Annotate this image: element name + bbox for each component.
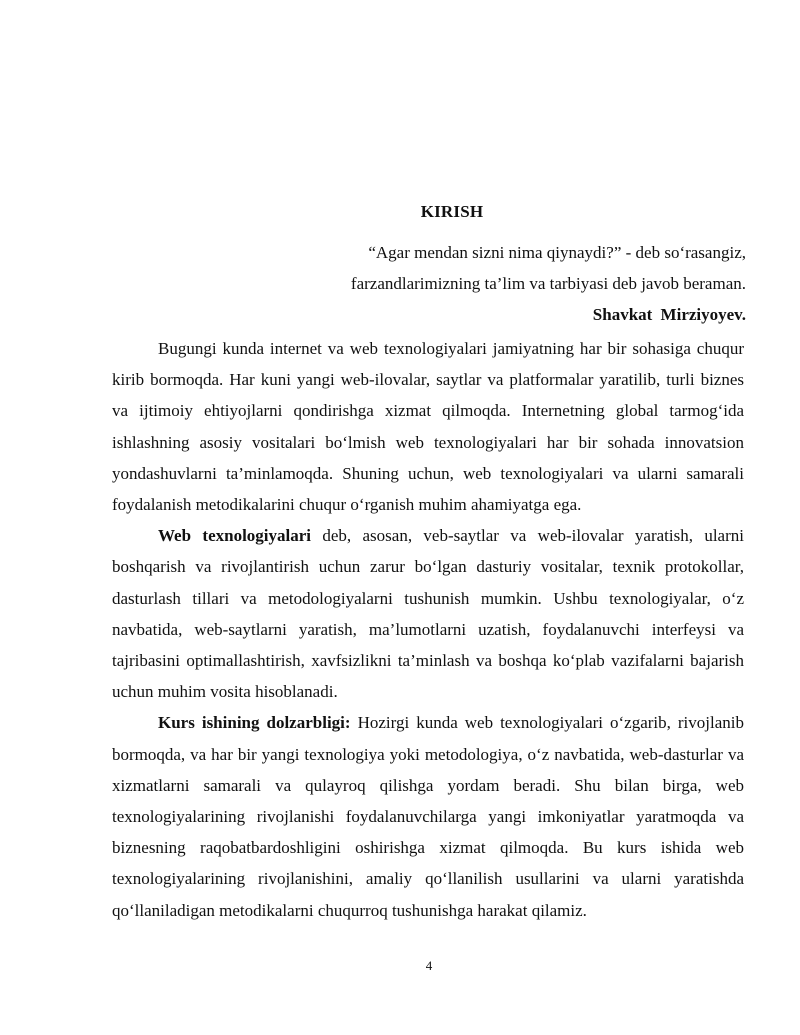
paragraph-relevance-lead: Kurs ishining dolzarbligi: — [158, 713, 351, 733]
epigraph — [116, 237, 746, 330]
epigraph-author: Shavkat Mirziyoyev. — [592, 305, 746, 324]
epigraph-line-2: farzandlarimizning ta’lim va tarbiyasi deb javob beraman. — [350, 274, 746, 293]
paragraph-web-technologies-text: deb, asosan, veb-saytlar va web-ilovalar yaratish, ularni boshqarish va rivojlantirish uchun zarur bo‘lgan dasturiy vositalar, texnik protokollar, dasturlash tillari va metodologiyalarni tushunish mumkin. Ushbu texnologiyalar, o‘z navbatida, web-saytlarni yaratish, ma’lumotlarni uzatish, foydalanuvchi interfeysi va tajribasini optimallashtirish, xavfsizlikni ta’minlash va boshqa ko‘plab vazifalarni bajarish uchun muhim vosita hisoblanadi. — [112, 526, 744, 702]
epigraph-line-1: “Agar mendan sizni nima qiynaydi?” - deb so‘rasangiz, — [368, 243, 746, 262]
paragraph-relevance-text: Hozirgi kunda web texnologiyalari o‘zgarib, rivojlanib bormoqda, va har bir yangi texnologiya yoki metodologiya, o‘z navbatida, web-dasturlar va xizmatlarni samarali va qulayroq qilishga yordam beradi. Shu bilan birga, web texnologiyalarining rivojlanishi foydalanuvchilarga yangi imkoniyatlar yaratmoqda va biznesning raqobatbardoshligini oshirishga xizmat qilmoqda. Bu kurs ishida web texnologiyalarining rivojlanishini, amaliy qo‘llanilish usullarini va ularni yaratishda qo‘llaniladigan metodikalarni chuqurroq tushunishga harakat qilamiz. — [112, 713, 744, 920]
paragraph-relevance — [112, 707, 744, 925]
body-text — [112, 333, 744, 926]
paragraph-intro-text: Bugungi kunda internet va web texnologiyalari jamiyatning har bir sohasiga chuqur kirib bormoqda. Har kuni yangi web-ilovalar, saytlar va platformalar yaratilib, turli biznes va ijtimoiy ehtiyojlarni qondirishga xizmat qilmoqda. Internetning global tarmog‘ida ishlashning asosiy vositalari bo‘lmish web texnologiyalari har bir sohada innovatsion yondashuvlarni ta’minlamoqda. Shuning uchun, web texnologiyalari va ularni samarali foydalanish metodikalarini chuqur o‘rganish muhim ahamiyatga ega. — [112, 339, 744, 515]
section-heading: KIRISH — [420, 202, 484, 221]
paragraph-web-technologies — [112, 520, 744, 707]
document-page — [112, 0, 746, 1035]
page-number: 4 — [425, 958, 433, 973]
paragraph-intro — [112, 333, 744, 520]
paragraph-web-technologies-lead: Web texnologiyalari — [158, 526, 312, 546]
